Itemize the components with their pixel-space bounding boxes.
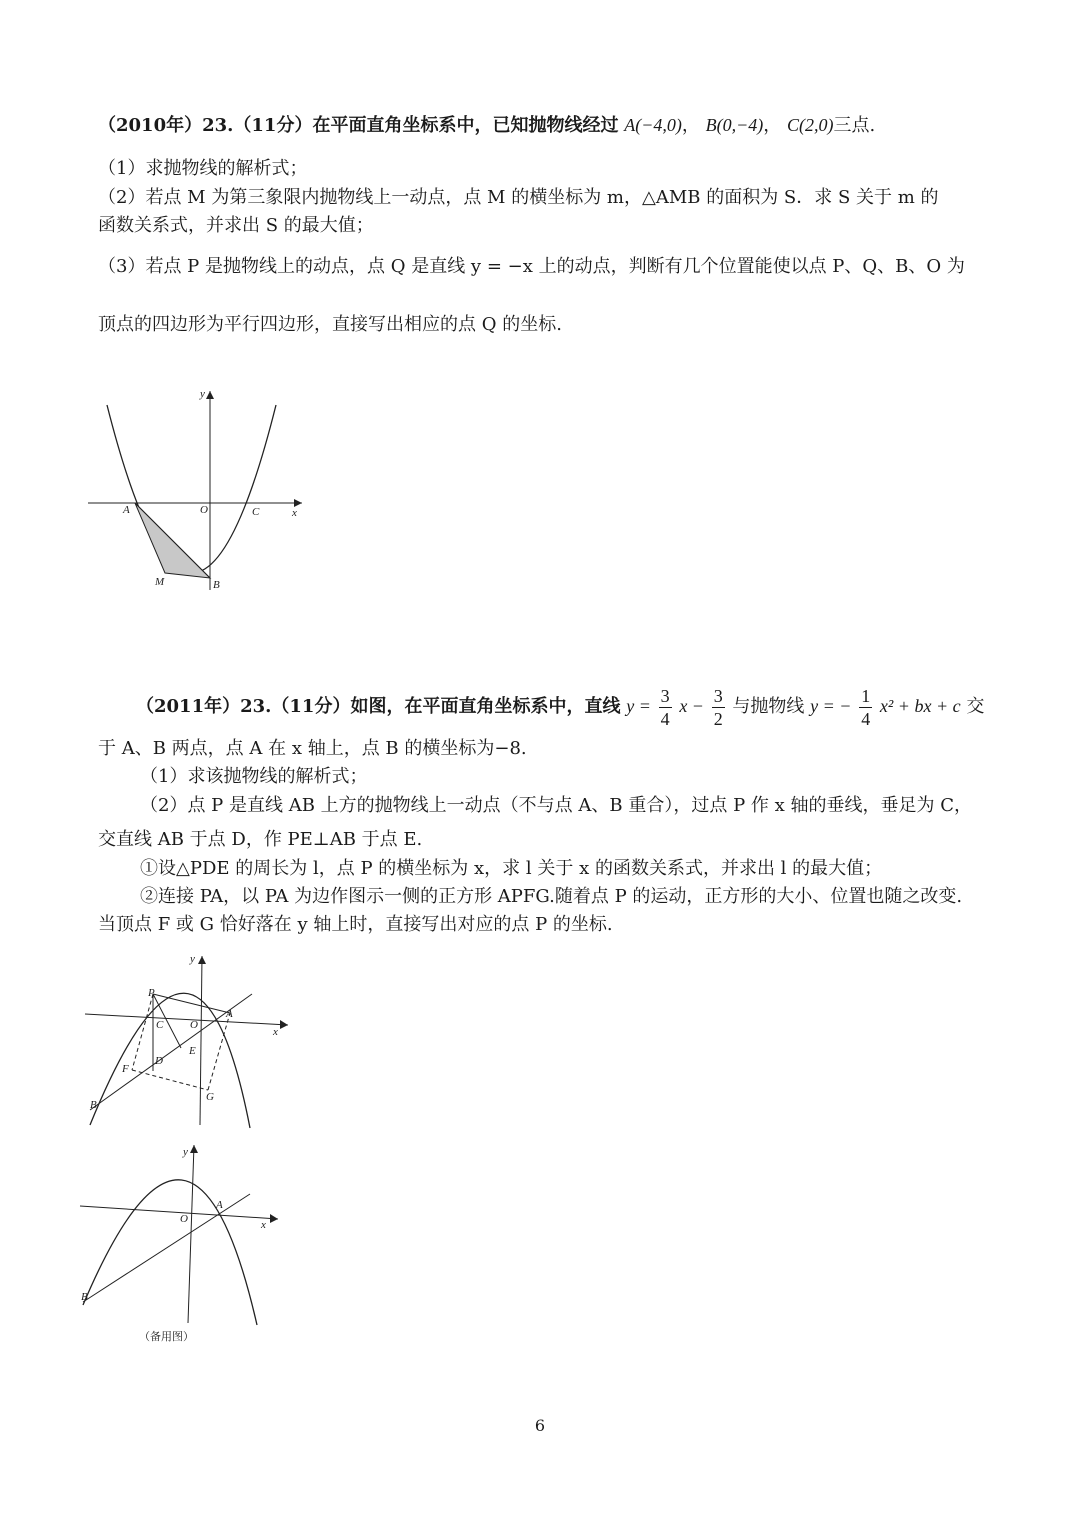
fig2-label-o: O bbox=[180, 1213, 188, 1225]
question-3-line2: 顶点的四边形为平行四边形，直接写出相应的点 Q 的坐标. bbox=[98, 314, 562, 335]
fig1-x-label: x bbox=[273, 1026, 278, 1038]
question-2-line2: 函数关系式，并求出 S 的最大值； bbox=[98, 215, 374, 236]
fraction-3-4: $\frac{3}{4}$ bbox=[660, 685, 670, 729]
fig2-y-label: y bbox=[183, 1146, 188, 1158]
fig2-x-label: x bbox=[261, 1219, 266, 1231]
fig1-label-a: A bbox=[226, 1008, 233, 1020]
line-eq-y: y = bbox=[626, 696, 651, 716]
question-2-line1: （2）若点 M 为第三象限内抛物线上一动点，点 M 的横坐标为 m，△AMB 的面积为 S．求 S 关于 m 的 bbox=[98, 187, 939, 208]
header-mid: 与抛物线 bbox=[732, 696, 805, 717]
page-number: 6 bbox=[534, 1416, 546, 1435]
fig1-label-e: E bbox=[189, 1045, 196, 1057]
fig1-label-o: O bbox=[190, 1019, 198, 1031]
fig1-label-b: B bbox=[90, 1099, 97, 1111]
y-axis-label: y bbox=[200, 388, 205, 400]
problem-2011-title: （2011年）23.（11分）如图，在平面直角坐标系中，直线 bbox=[136, 696, 621, 717]
point-a: A(−4,0) bbox=[624, 115, 682, 135]
problem-2011-header bbox=[136, 683, 984, 730]
label-c: C bbox=[252, 506, 260, 518]
fig1-label-p: P bbox=[148, 987, 155, 999]
figure-2011-backup bbox=[75, 1140, 285, 1345]
question-2011-2: （2）点 P 是直线 AB 上方的抛物线上一动点（不与点 A、B 重合），过点 P 作 x 轴的垂线，垂足为 C， bbox=[140, 795, 972, 816]
line-eq-x: x − bbox=[679, 696, 704, 716]
problem-2010-title: （2010年）23.（11分）在平面直角坐标系中，已知抛物线经过 bbox=[98, 115, 619, 136]
x-axis-label: x bbox=[292, 507, 297, 519]
header-jiao: 交 bbox=[966, 696, 985, 717]
question-2011-2b: 交直线 AB 于点 D，作 PE⊥AB 于点 E. bbox=[98, 829, 423, 850]
fig1-label-c: C bbox=[156, 1019, 164, 1031]
fig1-label-f: F bbox=[122, 1063, 129, 1075]
question-3-line1: （3）若点 P 是抛物线上的动点，点 Q 是直线 y = −x 上的动点，判断有几个位置能使以点 P、Q、B、O 为 bbox=[98, 256, 965, 277]
point-c: C(2,0) bbox=[786, 115, 834, 135]
sub-question-2: ②连接 PA，以 PA 为边作图示一侧的正方形 APFG.随着点 P 的运动，正方形的大小、位置也随之改变. bbox=[140, 886, 963, 907]
point-b: B(0,−4) bbox=[705, 115, 764, 135]
fraction-3-2: $\frac{3}{2}$ bbox=[713, 685, 723, 729]
sub-question-1: ①设△PDE 的周长为 l，点 P 的横坐标为 x，求 l 关于 x 的函数关系式，并求出 l 的最大值； bbox=[140, 858, 883, 879]
figure-2011-main bbox=[80, 950, 295, 1130]
label-m: M bbox=[155, 576, 165, 588]
parabola-tail: x² + bx + c bbox=[879, 696, 961, 716]
header-tail: 三点. bbox=[833, 115, 876, 136]
fig2-label-a: A bbox=[216, 1199, 223, 1211]
fig2-caption: （备用图） bbox=[139, 1330, 194, 1343]
label-o: O bbox=[200, 504, 208, 516]
fig2-label-b: B bbox=[81, 1291, 88, 1303]
fig1-label-g: G bbox=[206, 1091, 214, 1103]
question-1: （1）求抛物线的解析式； bbox=[98, 158, 308, 179]
fig1-label-d: D bbox=[155, 1055, 163, 1067]
sub-question-2b: 当顶点 F 或 G 恰好落在 y 轴上时，直接写出对应的点 P 的坐标. bbox=[98, 914, 613, 935]
label-a: A bbox=[123, 504, 130, 516]
fig1-y-label: y bbox=[190, 953, 195, 965]
fraction-1-4: $\frac{1}{4}$ bbox=[861, 685, 871, 729]
label-b: B bbox=[213, 579, 220, 591]
figure-2010-parabola bbox=[80, 385, 310, 595]
parabola-y: y = − bbox=[810, 696, 852, 716]
question-2011-1: （1）求该抛物线的解析式； bbox=[140, 766, 368, 787]
problem-2011-line2: 于 A、B 两点，点 A 在 x 轴上，点 B 的横坐标为−8. bbox=[98, 738, 527, 759]
problem-2010-header: （2010年）23.（11分）在平面直角坐标系中，已知抛物线经过 A(−4,0)， B(0,−4)， C(2,0)三点. bbox=[98, 115, 876, 136]
